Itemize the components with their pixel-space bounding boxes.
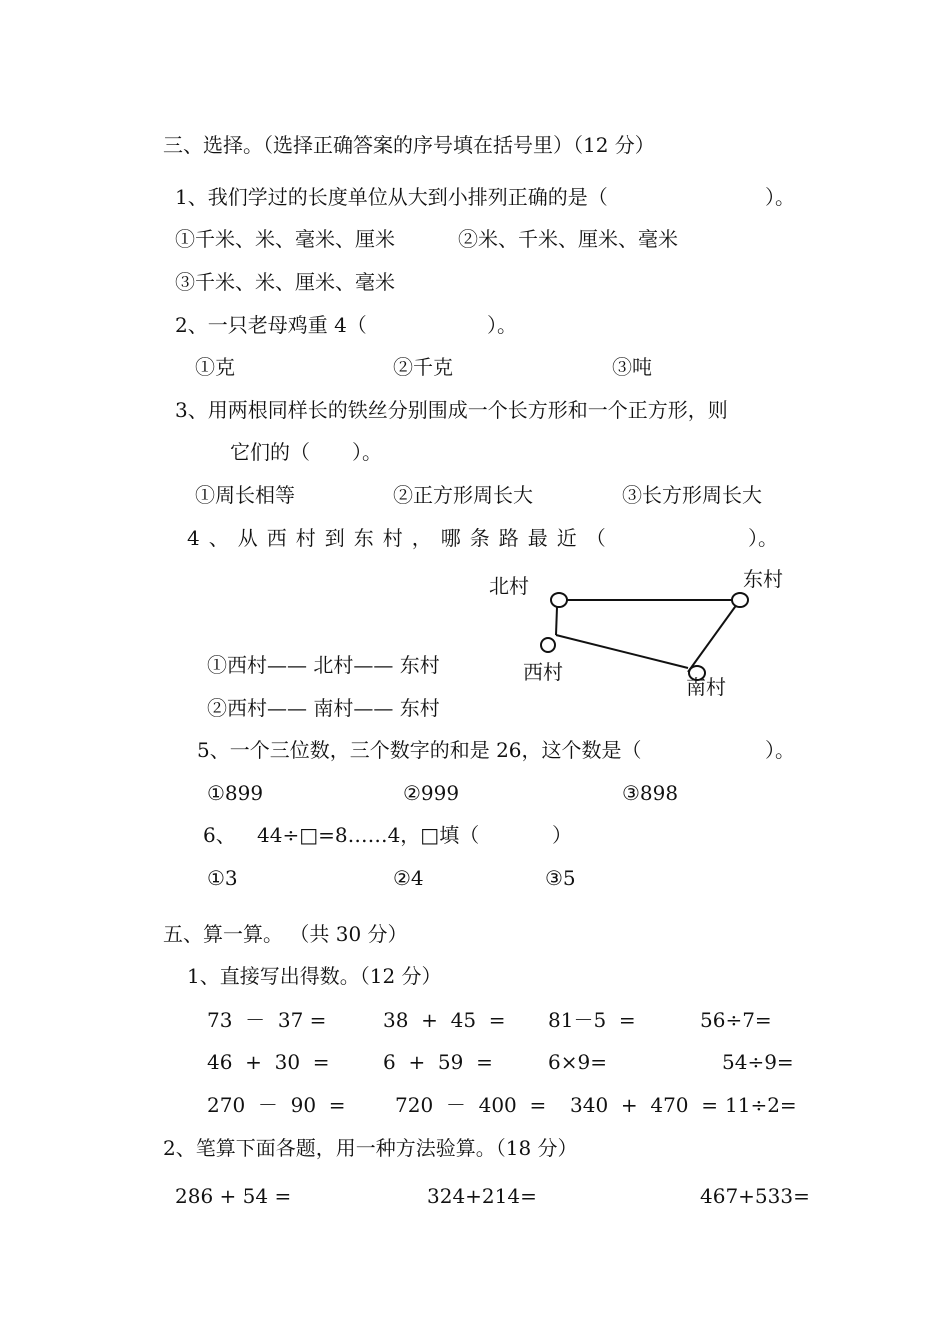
q4-stem: 4、从西村到东村，哪条路最近（ [187,526,615,550]
q5-answer-blank-close: ）。 [765,738,795,762]
north-village-node [551,593,567,607]
calc-r1-c2: 38 + 45 = [383,1008,506,1032]
calc-r2-c3: 6×9= [548,1050,607,1074]
q3-option-1: ①周长相等 [195,483,295,507]
north-village-label: 北村 [489,574,529,598]
q2-option-3: ③吨 [612,355,652,379]
q6-answer-blank-close: ） [552,823,572,847]
section5-title: 五、算一算。 （共 30 分） [163,922,408,946]
east-village-label: 东村 [743,567,783,591]
written-calc-3: 467+533= [700,1184,810,1208]
calc-r1-c4: 56÷7= [700,1008,772,1032]
q5-option-2: ②999 [403,781,460,805]
section5-part1-title: 1、直接写出得数。（12 分） [187,964,442,988]
east-village-node [732,593,748,607]
south-village-label: 南村 [686,675,726,699]
calc-r3-c3: 340 + 470 = [570,1093,719,1117]
written-calc-1: 286 + 54 = [175,1184,292,1208]
q3-answer-blank-close: ）。 [352,440,382,464]
q6-option-3: ③5 [545,866,576,890]
calc-r3-c2: 720 － 400 = [395,1093,547,1117]
q1-stem: 1、我们学过的长度单位从大到小排列正确的是（ [175,185,608,209]
village-route-map [480,560,800,710]
q2-option-1: ①克 [195,355,235,379]
q6-stem: 44÷□=8……4，□填（ [257,823,480,847]
east-south-road [688,600,740,672]
q1-option-3: ③千米、米、厘米、毫米 [175,270,395,294]
q5-option-1: ①899 [207,781,264,805]
q6-option-1: ①3 [207,866,238,890]
q2-stem: 2、一只老母鸡重 4（ [175,313,367,337]
q3-stem-line1: 3、用两根同样长的铁丝分别围成一个长方形和一个正方形，则 [175,398,728,422]
q6-number: 6、 [203,823,236,847]
section5-part2-title: 2、笔算下面各题，用一种方法验算。（18 分） [163,1136,578,1160]
q5-option-3: ③898 [622,781,679,805]
q6-option-2: ②4 [393,866,424,890]
q1-answer-blank-close: ）。 [765,185,795,209]
q4-option-1: ①西村—— 北村—— 东村 [207,653,440,677]
calc-r2-c4: 54÷9= [722,1050,794,1074]
calc-r2-c1: 46 + 30 = [207,1050,330,1074]
q3-option-2: ②正方形周长大 [393,483,533,507]
q5-stem: 5、一个三位数，三个数字的和是 26，这个数是（ [197,738,642,762]
calc-r3-c1: 270 － 90 = [207,1093,346,1117]
q4-answer-blank-close: ）。 [748,526,778,550]
q4-option-2: ②西村—— 南村—— 东村 [207,696,440,720]
west-village-node [541,638,555,652]
west-north-road [556,607,557,635]
q3-stem-line2: 它们的（ [230,440,310,464]
q1-option-2: ②米、千米、厘米、毫米 [458,227,678,251]
written-calc-2: 324+214= [427,1184,537,1208]
calc-r2-c2: 6 + 59 = [383,1050,493,1074]
section3-title: 三、选择。（选择正确答案的序号填在括号里）（12 分） [163,133,655,157]
q2-option-2: ②千克 [393,355,453,379]
q2-answer-blank-close: ）。 [487,313,517,337]
calc-r3-c4: 11÷2= [725,1093,797,1117]
west-village-label: 西村 [523,660,563,684]
q1-option-1: ①千米、米、毫米、厘米 [175,227,395,251]
calc-r1-c3: 81－5 = [548,1008,636,1032]
calc-r1-c1: 73 － 37 = [207,1008,327,1032]
west-south-road [556,635,688,668]
q3-option-3: ③长方形周长大 [622,483,762,507]
